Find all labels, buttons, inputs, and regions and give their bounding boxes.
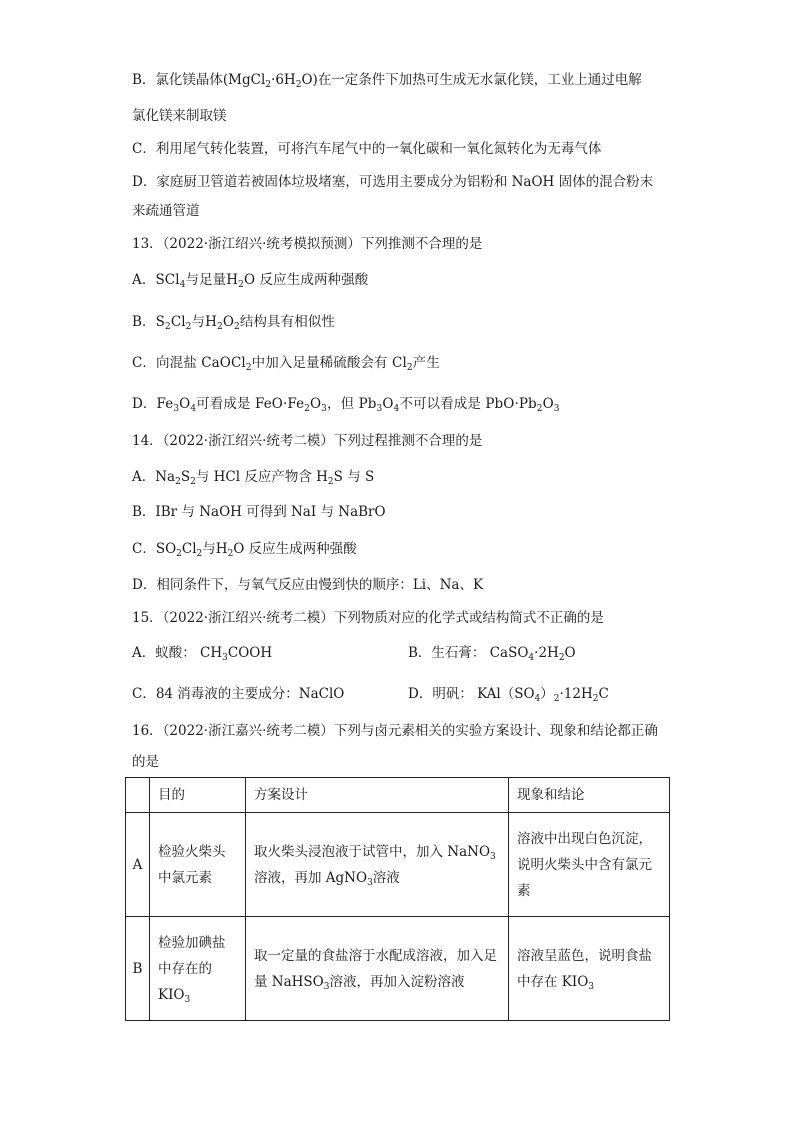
table-row bbox=[126, 813, 670, 917]
header-result: 现象和结论 bbox=[509, 778, 670, 813]
q12-option-d-line1: D．家庭厨卫管道若被固体垃圾堵塞，可选用主要成分为铝粉和 NaOH 固体的混合粉末 bbox=[132, 174, 654, 190]
header-design: 方案设计 bbox=[246, 778, 509, 813]
row-b-design: 取一定量的食盐溶于水配成溶液，加入足 量 NaHSO$_3$溶液，再加入淀粉溶液 bbox=[246, 917, 509, 1021]
q15-stem: 15．（2022·浙江绍兴·统考二模）下列物质对应的化学式或结构简式不正确的是 bbox=[132, 610, 604, 626]
row-b-purpose: 检验加碘盐 中存在的 $KIO_3$ bbox=[150, 917, 246, 1021]
table-row bbox=[126, 917, 670, 1021]
row-a-label: A bbox=[126, 813, 150, 917]
header-purpose: 目的 bbox=[150, 778, 246, 813]
q15-option-a: A．蚁酸： $CH_3COOH$ bbox=[132, 645, 273, 663]
row-a-design: 取火柴头浸泡液于试管中，加入 NaNO$_3$ 溶液，再加 AgNO$_3$溶液 bbox=[246, 813, 509, 917]
q15-option-d: D．明矾： $KAl(SO_4)_2\cdot 12H_2C$ bbox=[408, 686, 609, 704]
q14-option-d: D．相同条件下，与氧气反应由慢到快的顺序：Li、Na、K bbox=[132, 577, 484, 593]
q12-option-b-line2: 氯化镁来制取镁 bbox=[132, 108, 227, 124]
q14-stem: 14．（2022·浙江绍兴·统考二模）下列过程推测不合理的是 bbox=[132, 433, 483, 449]
experiment-table bbox=[125, 777, 670, 1021]
q13-option-b: B．$S_2Cl_2$与$H_2O_2$结构具有相似性 bbox=[132, 314, 336, 332]
q13-stem: 13．（2022·浙江绍兴·统考模拟预测）下列推测不合理的是 bbox=[132, 236, 483, 252]
q16-stem-line1: 16．（2022·浙江嘉兴·统考二模）下列与卤元素相关的实验方案设计、现象和结论都正确 bbox=[132, 723, 658, 739]
q12-option-c: C．利用尾气转化装置，可将汽车尾气中的一氧化碳和一氧化氮转化为无毒气体 bbox=[132, 141, 602, 157]
row-b-result: 溶液呈蓝色，说明食盐 中存在 $KIO_3$ bbox=[509, 917, 670, 1021]
q15-option-c: C．84 消毒液的主要成分：NaClO bbox=[132, 686, 345, 702]
q14-option-c: C．$SO_2Cl_2$与$H_2O$ 反应生成两种强酸 bbox=[132, 541, 357, 559]
q13-option-d: D．$Fe_3O_4$可看成是 $FeO\cdot Fe_2O_3$，但 $Pb_3O_4$不可以看成是 $PbO\cdot Pb_2O_3$ bbox=[132, 396, 560, 414]
q14-option-a: A．$Na_2S_2$与 HCl 反应产物含 $H_2S$ 与 S bbox=[132, 469, 375, 487]
q12-option-b-line1: B．氯化镁晶体$(MgCl_2\cdot 6H_2O)$在一定条件下加热可生成无水氯化镁，工业上通过电解 bbox=[132, 72, 642, 90]
q12-option-d-line2: 来疏通管道 bbox=[132, 203, 200, 219]
q16-stem-line2: 的是 bbox=[132, 754, 159, 770]
row-b-label: B bbox=[126, 917, 150, 1021]
q14-option-b: B．IBr 与 NaOH 可得到 NaI 与 NaBrO bbox=[132, 504, 386, 520]
table-header-row bbox=[126, 778, 670, 813]
q15-option-b: B．生石膏： $CaSO_4\cdot 2H_2O$ bbox=[408, 645, 576, 663]
row-a-purpose: 检验火柴头 中氯元素 bbox=[150, 813, 246, 917]
header-label-cell bbox=[126, 778, 150, 813]
row-a-result: 溶液中出现白色沉淀， 说明火柴头中含有氯元 素 bbox=[509, 813, 670, 917]
q13-option-c: C．向混盐 CaOCl$_2$中加入足量稀硫酸会有 $Cl_2$产生 bbox=[132, 355, 440, 373]
q13-option-a: A．SCl$_4$与足量$H_2O$ 反应生成两种强酸 bbox=[132, 272, 369, 290]
